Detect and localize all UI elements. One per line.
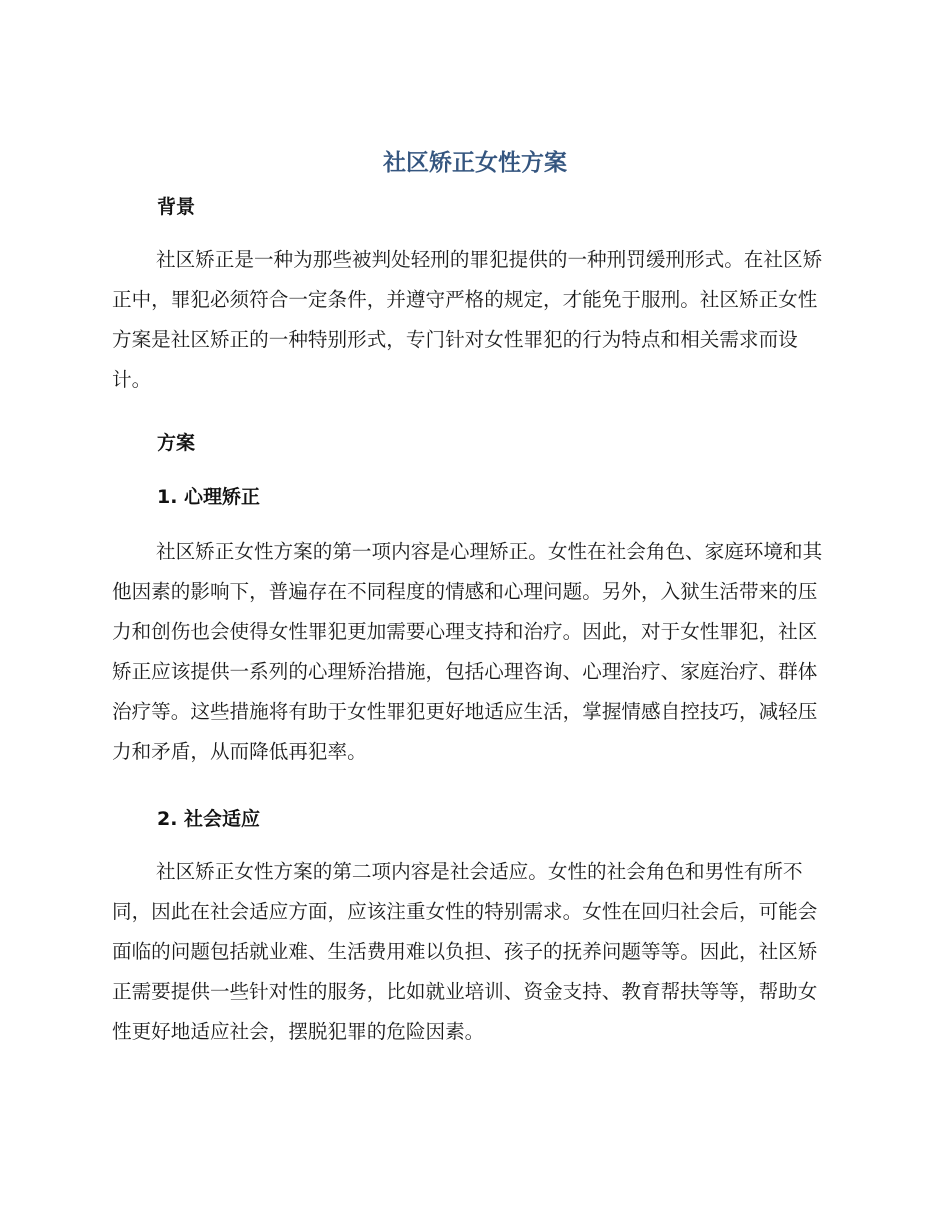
section-paragraph-psychological-correction: 社区矫正女性方案的第一项内容是心理矫正。女性在社会角色、家庭环境和其他因素的影响下，普遍存在不同程度的情感和心理问题。另外，入狱生活带来的压力和创伤也会使得女性罪犯更加需要心理支持和治疗。因此，对于女性罪犯，社区矫正应该提供一系列的心理矫治措施，包括心理咨询、心理治疗、家庭治疗、群体治疗等。这些措施将有助于女性罪犯更好地适应生活，掌握情感自控技巧，减轻压力和矛盾，从而降低再犯率。 — [112, 540, 823, 763]
page-title: 社区矫正女性方案 — [383, 150, 567, 176]
section-paragraph-background: 社区矫正是一种为那些被判处轻刑的罪犯提供的一种刑罚缓刑形式。在社区矫正中，罪犯必须符合一定条件，并遵守严格的规定，才能免于服刑。社区矫正女性方案是社区矫正的一种特别形式，专门针对女性罪犯的行为特点和相关需求而设计。 — [112, 248, 823, 391]
section-heading-background: 背景 — [157, 196, 196, 218]
section-heading-plan: 方案 — [157, 432, 196, 454]
section-heading-psychological-correction: 1. 心理矫正 — [157, 486, 261, 508]
section-paragraph-social-adaptation: 社区矫正女性方案的第二项内容是社会适应。女性的社会角色和男性有所不同，因此在社会适应方面，应该注重女性的特别需求。女性在回归社会后，可能会面临的问题包括就业难、生活费用难以负担、孩子的抚养问题等等。因此，社区矫正需要提供一些针对性的服务，比如就业培训、资金支持、教育帮扶等等，帮助女性更好地适应社会，摆脱犯罪的危险因素。 — [112, 860, 818, 1043]
section-heading-social-adaptation: 2. 社会适应 — [157, 808, 261, 830]
